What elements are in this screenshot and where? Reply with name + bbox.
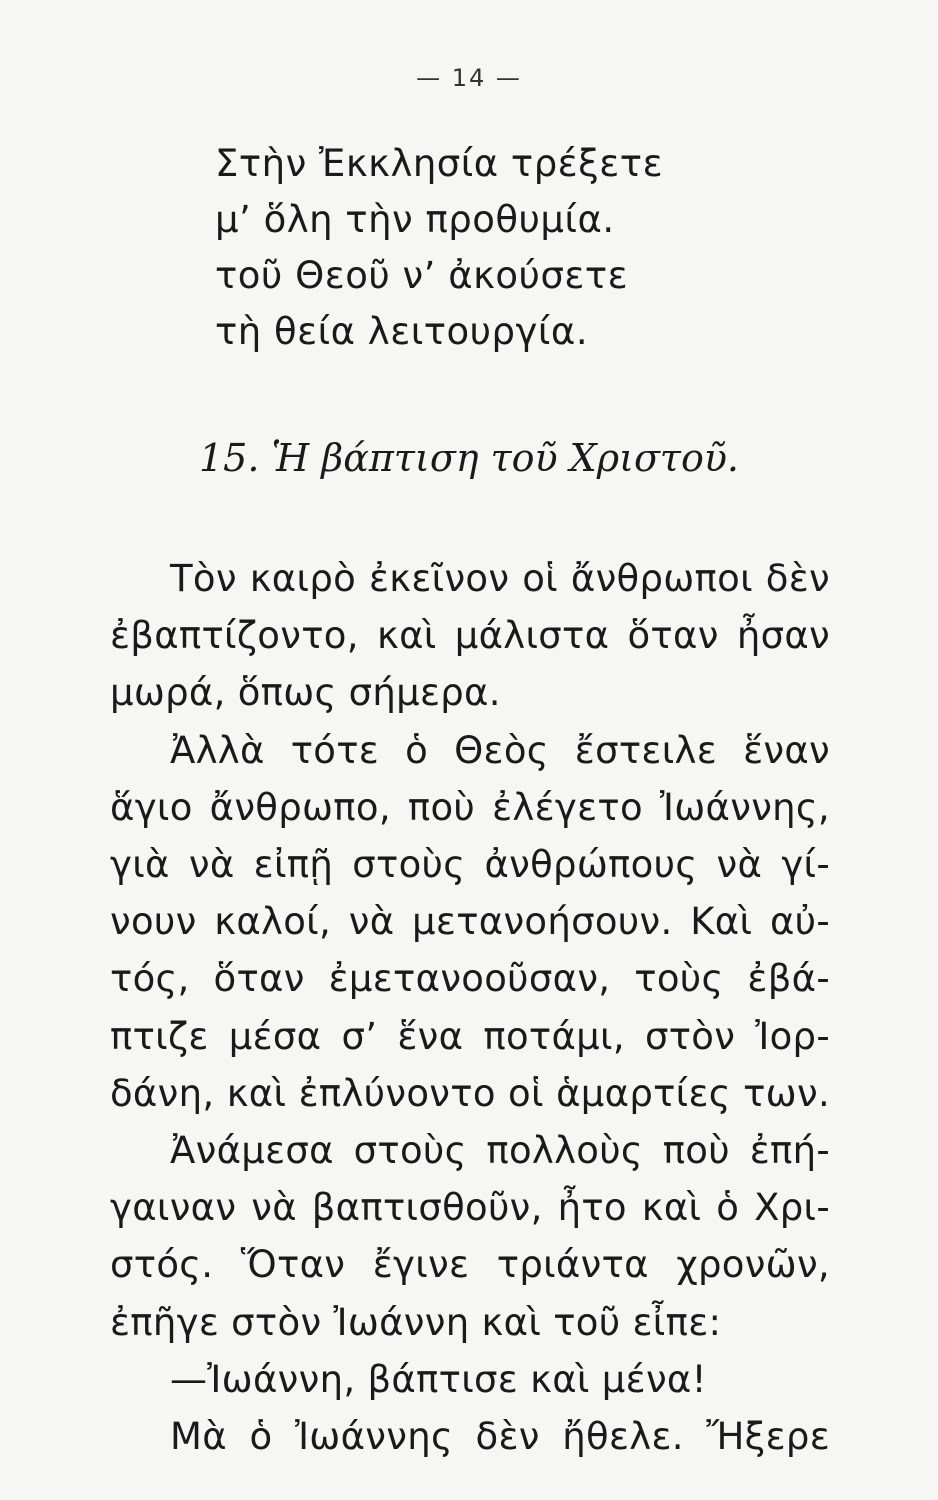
section-title: 15. Ἡ βάπτιση τοῦ Χριστοῦ. bbox=[199, 436, 739, 480]
text-line: γιὰ νὰ εἰπῇ στοὺς ἀνθρώπους νὰ γί- bbox=[110, 843, 830, 887]
poem-line: μ’ ὅλη τὴν προθυμία. bbox=[215, 198, 615, 241]
text-line: στός. Ὅταν ἔγινε τριάντα χρονῶν, bbox=[110, 1243, 830, 1287]
text-line: Ἀλλὰ τότε ὁ Θεὸς ἔστειλε ἕναν bbox=[170, 728, 830, 772]
text-line: ἐβαπτίζοντο, καὶ μάλιστα ὅταν ἦσαν bbox=[110, 614, 830, 658]
text-line: Ἀνάμεσα στοὺς πολλοὺς ποὺ ἐπή- bbox=[170, 1129, 830, 1173]
text-line: ἅγιο ἄνθρωπο, ποὺ ἐλέγετο Ἰωάννης, bbox=[110, 785, 830, 829]
text-line: μωρά, ὅπως σήμερα. bbox=[110, 671, 501, 715]
text-line: νουν καλοί, νὰ μετανοήσουν. Καὶ αὐ- bbox=[110, 900, 830, 944]
text-line: γαιναν νὰ βαπτισθοῦν, ἦτο καὶ ὁ Χρι- bbox=[110, 1186, 830, 1230]
poem-line: Στὴν Ἐκκλησία τρέξετε bbox=[215, 142, 664, 185]
text-line: τός, ὅταν ἐμετανοοῦσαν, τοὺς ἐβά- bbox=[110, 957, 830, 1001]
text-line: δάνη, καὶ ἐπλύνοντο οἱ ἁμαρτίες των. bbox=[110, 1071, 830, 1115]
poem-stanza bbox=[215, 136, 835, 360]
text-line: Μὰ ὁ Ἰωάννης δὲν ἤθελε. Ἤξερε bbox=[170, 1415, 830, 1459]
text-line: ἐπῆγε στὸν Ἰωάννη καὶ τοῦ εἶπε: bbox=[110, 1300, 722, 1344]
text-line: —Ἰωάννη, βάπτισε καὶ μένα! bbox=[170, 1357, 707, 1401]
page-number: — 14 — bbox=[416, 64, 522, 92]
poem-line: τὴ θεία λειτουργία. bbox=[215, 310, 589, 353]
text-line: πτιζε μέσα σ’ ἕνα ποτάμι, στὸν Ἰορ- bbox=[110, 1014, 830, 1058]
poem-line: τοῦ Θεοῦ ν’ ἀκούσετε bbox=[215, 254, 629, 297]
body-text bbox=[110, 550, 830, 1465]
text-line: Τὸν καιρὸ ἐκεῖνον οἱ ἄνθρωποι δὲν bbox=[170, 557, 830, 600]
